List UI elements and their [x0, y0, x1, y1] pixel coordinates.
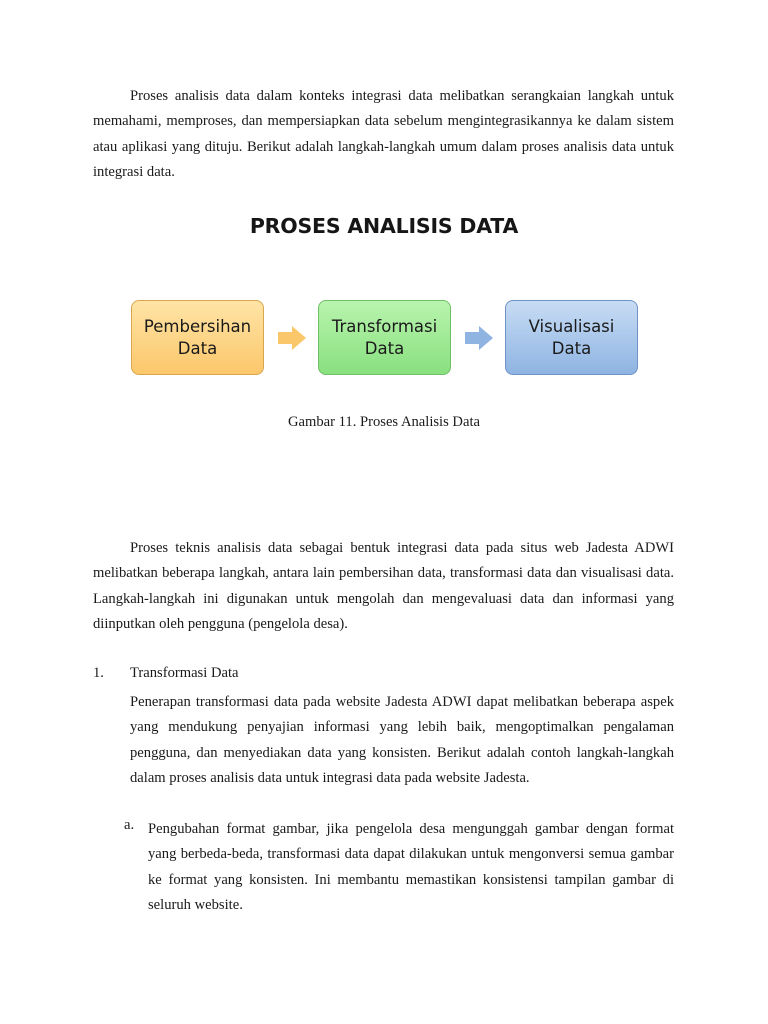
sub-item-text: Pengubahan format gambar, jika pengelola desa mengunggah gambar dengan format yang berbeda-beda, transformasi data dapat dilakukan untuk mengonversi semua gambar ke format yang konsisten. Ini membantu memastikan konsistensi tampilan gambar di seluruh website. — [148, 821, 674, 913]
arrow-right-icon — [465, 324, 493, 352]
list-number: 1. — [93, 665, 104, 681]
intro-paragraph: Proses analisis data dalam konteks integrasi data melibatkan serangkaian langkah untuk memahami, memproses, dan mempersiapkan data sebelum mengintegrasikannya ke dalam sistem atau aplikasi yang dituju. Berikut adalah langkah-langkah umum dalam proses analisis data untuk integrasi data. — [93, 88, 674, 180]
figure-title: PROSES ANALISIS DATA — [249, 214, 519, 238]
arrow-right-icon — [278, 324, 306, 352]
technical-paragraph: Proses teknis analisis data sebagai bentuk integrasi data pada situs web Jadesta ADWI melibatkan beberapa langkah, antara lain pembersihan data, transformasi data dan visualisasi data. Langkah-langkah ini digunakan untuk mengolah dan mengevaluasi data dan informasi yang diinputkan oleh pengguna (pengelola desa). — [93, 540, 674, 632]
figure-caption: Gambar 11. Proses Analisis Data — [288, 414, 480, 430]
step-transformasi-box: Transformasi Data — [318, 300, 451, 375]
sub-item-letter: a. — [124, 817, 135, 833]
step-visualisasi-box: Visualisasi Data — [505, 300, 638, 375]
list-body: Penerapan transformasi data pada website Jadesta ADWI dapat melibatkan beberapa aspek yang mendukung penyajian informasi yang lebih baik, mengoptimalkan pengalaman pengguna, dan menyediakan data yang konsisten. Berikut adalah contoh langkah-langkah dalam proses analisis data untuk integrasi data pada website Jadesta. — [130, 694, 674, 786]
step-pembersihan-box: Pembersihan Data — [131, 300, 264, 375]
list-heading: Transformasi Data — [130, 665, 239, 681]
